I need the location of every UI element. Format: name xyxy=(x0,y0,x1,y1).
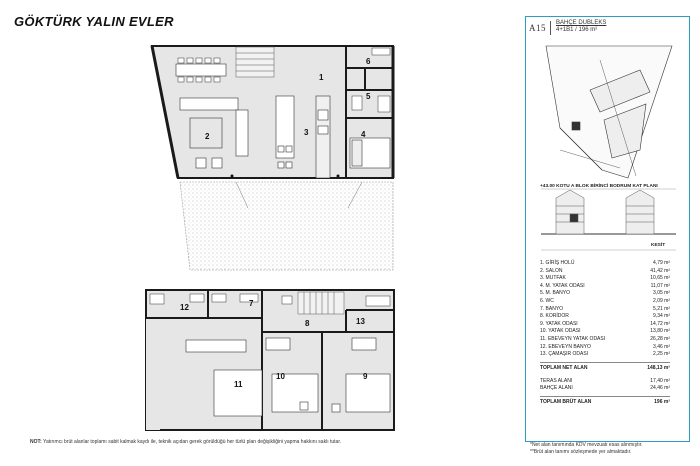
room-number-10: 10 xyxy=(276,372,285,381)
room-area-row xyxy=(540,275,670,283)
unit-type: BAHÇE DUBLEKS xyxy=(556,20,607,26)
room-area-label: 7. BANYO xyxy=(540,305,564,312)
total-net-value: 148,13 m² xyxy=(647,364,670,371)
room-area-label: 13. ÇAMAŞIR ODASI xyxy=(540,351,589,358)
room-area-value: 3,46 m² xyxy=(653,343,670,350)
room-number-11: 11 xyxy=(234,380,243,389)
room-number-1: 1 xyxy=(319,73,324,82)
room-area-label: 2. SALON xyxy=(540,267,563,274)
footnote-gross: **Brüt alan tanımı sözleşmede yer almaktadır. xyxy=(530,449,632,455)
room-number-4: 4 xyxy=(361,130,366,139)
garden-row xyxy=(540,385,670,393)
room-area-row xyxy=(540,351,670,359)
total-net-label: TOPLAM NET ALAN xyxy=(540,364,588,371)
room-area-row xyxy=(540,321,670,329)
footnotes xyxy=(530,442,643,456)
room-number-7: 7 xyxy=(249,299,254,308)
unit-code: A15 xyxy=(529,23,546,33)
room-number-13: 13 xyxy=(356,317,365,326)
room-area-label: 1. GİRİŞ HOLÜ xyxy=(540,260,575,266)
room-number-3: 3 xyxy=(304,128,309,137)
room-area-label: 8. KORİDOR xyxy=(540,313,569,320)
room-area-value: 14,72 m² xyxy=(650,320,670,327)
garden-value: 24,46 m² xyxy=(650,385,670,392)
room-area-value: 26,28 m² xyxy=(650,335,670,342)
room-area-label: 4. M. YATAK ODASI xyxy=(540,282,585,289)
note-prefix: NOT: xyxy=(30,439,42,445)
room-area-row xyxy=(540,328,670,336)
dining-table xyxy=(176,58,226,82)
unit-size: 4+1B1 / 196 m² xyxy=(556,27,598,33)
room-area-value: 3,05 m² xyxy=(653,290,670,297)
room-area-row xyxy=(540,290,670,298)
room-area-value: 10,65 m² xyxy=(650,275,670,282)
upper-floor-plan xyxy=(152,46,393,270)
total-net-row xyxy=(540,364,670,373)
bed-room-4 xyxy=(350,138,390,168)
room-area-list xyxy=(540,260,670,359)
lower-terrace-left xyxy=(146,318,160,430)
room-number-9: 9 xyxy=(363,372,368,381)
room-area-row xyxy=(540,344,670,352)
room-area-label: 3. MUTFAK xyxy=(540,275,566,282)
room-area-label: 12. EBEVEYN BANYO xyxy=(540,343,591,350)
plan-caption: +43.00 KOTU A BLOK BİRİNCİ BODRUM KAT PLANI xyxy=(540,184,658,189)
stairs-upper xyxy=(236,47,274,77)
table-divider xyxy=(540,362,670,363)
room-area-row xyxy=(540,283,670,291)
room-area-value: 2,25 m² xyxy=(653,351,670,358)
room-area-value: 2,09 m² xyxy=(653,297,670,304)
room-area-label: 6. WC xyxy=(540,297,554,304)
garden-label: BAHÇE ALANI xyxy=(540,385,573,392)
brand-title: GÖKTÜRK YALIN EVLER xyxy=(14,14,174,29)
room-area-label: 11. EBEVEYN YATAK ODASI xyxy=(540,335,606,342)
disclaimer-note xyxy=(30,439,500,445)
room-area-label: 10. YATAK ODASI xyxy=(540,328,581,335)
room-area-row xyxy=(540,268,670,276)
room-area-value: 9,34 m² xyxy=(653,313,670,320)
room-area-value: 41,42 m² xyxy=(650,267,670,274)
section-label: KESİT xyxy=(651,243,666,248)
room-area-value: 5,21 m² xyxy=(653,305,670,312)
room-number-12: 12 xyxy=(180,303,189,312)
room-area-row xyxy=(540,313,670,321)
area-table xyxy=(540,260,670,407)
unit-divider xyxy=(550,21,551,35)
total-gross-label: TOPLAM BRÜT ALAN xyxy=(540,398,592,405)
note-text: Yatırımcı brüt alanlar toplamı sabit kalmak kaydı ile, teknik açıdan gerek görüldüğü her türlü plan değişikliğini yapma hakkını saklı tutar. xyxy=(42,439,342,445)
room-number-2: 2 xyxy=(205,132,210,141)
room-area-value: 11,07 m² xyxy=(650,282,670,289)
terrace-label: TERAS ALANI xyxy=(540,377,573,384)
upper-garden xyxy=(180,182,393,270)
room-area-row xyxy=(540,336,670,344)
beds-lower xyxy=(186,338,390,416)
room-area-value: 4,79 m² xyxy=(653,260,670,266)
unit-type-block xyxy=(556,20,606,34)
room-area-row xyxy=(540,298,670,306)
room-number-8: 8 xyxy=(305,319,310,328)
terrace-row xyxy=(540,378,670,386)
room-area-row xyxy=(540,260,670,268)
room-area-label: 9. YATAK ODASI xyxy=(540,320,578,327)
footnote-net: *Net alan tanımında KDV mevzuatı esas alınmıştır. xyxy=(530,442,643,448)
total-gross-row xyxy=(540,398,670,407)
stairs-lower xyxy=(298,292,344,314)
room-area-value: 13,80 m² xyxy=(650,328,670,335)
room-number-6: 6 xyxy=(366,57,371,66)
total-gross-value: 196 m² xyxy=(654,398,670,405)
terrace-value: 17,40 m² xyxy=(650,377,670,384)
room-number-5: 5 xyxy=(366,92,371,101)
room-area-label: 5. M. BANYO xyxy=(540,290,571,297)
table-divider-2 xyxy=(540,396,670,397)
